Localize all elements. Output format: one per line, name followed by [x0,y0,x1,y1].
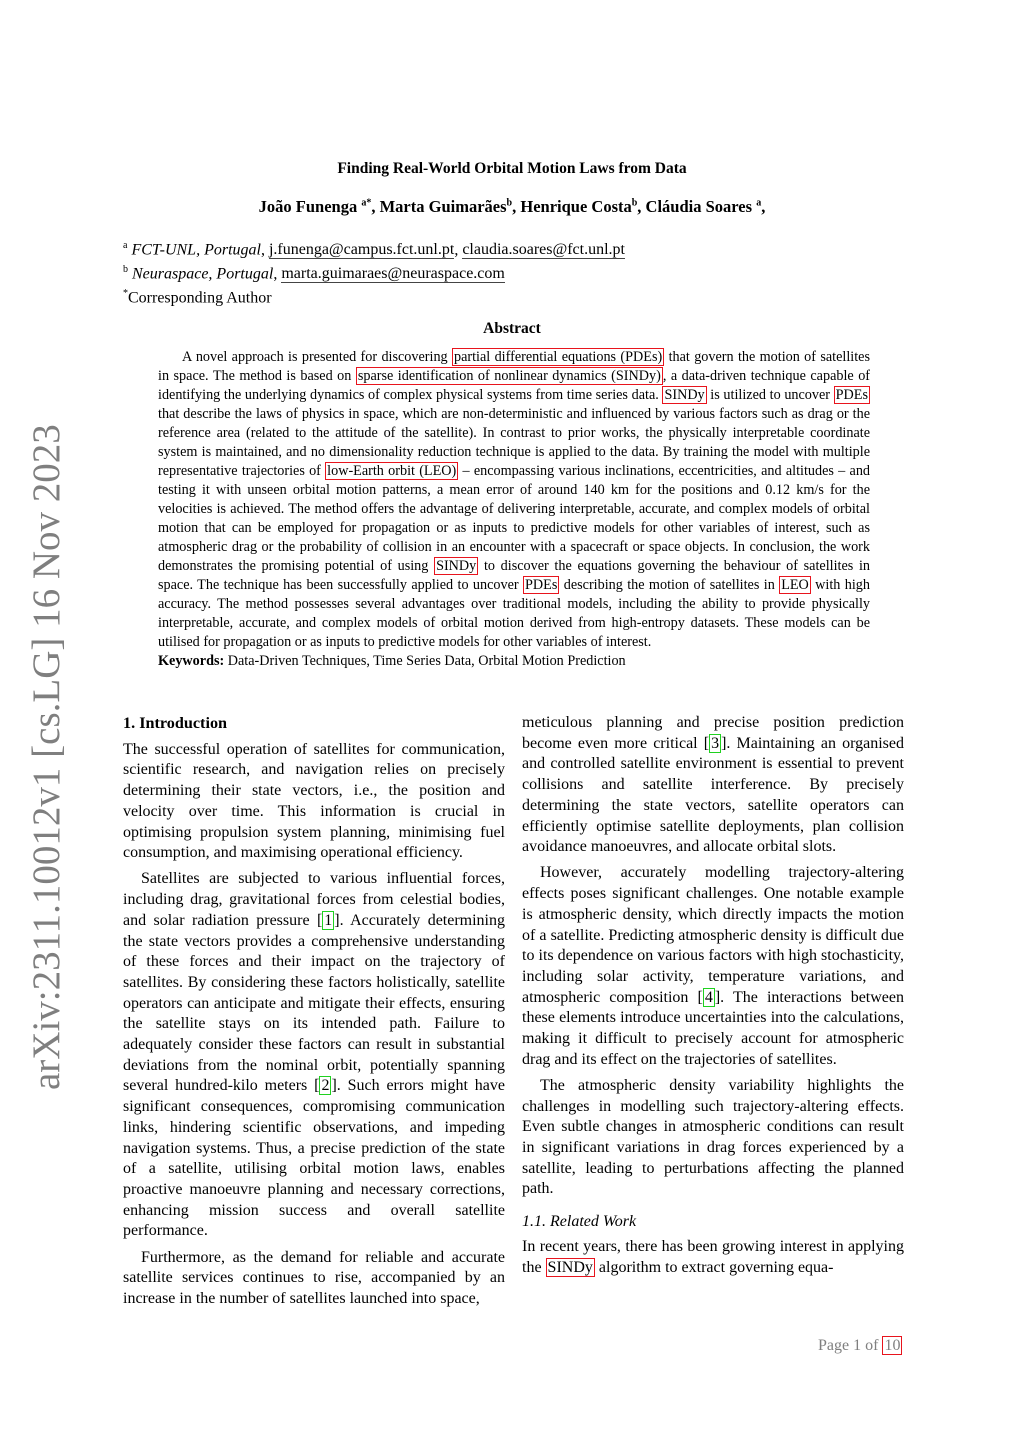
acronym-link[interactable]: SINDy [664,387,705,403]
author-name: Cláudia Soares [645,197,753,216]
subsection-heading: 1.1. Related Work [522,1213,637,1231]
affiliation-a: $^a$ FCT-UNL, Portugal, j.funenga@campus.fct.unl.pt, claudia.soares@fct.unl.pt [123,240,625,259]
acronym-link[interactable]: sparse identification of nonlinear dynamics (SINDy) [357,368,661,384]
abstract-heading: Abstract [483,320,541,337]
abstract-paragraph: A novel approach is presented for discovering partial differential equations (PDEs) that govern the motion of satellites in space. The method is based on sparse identification of nonlinear dynamics (SINDy) , a data-driven technique capable of identifying the underlying dynamics of complex physical systems from time series data. SINDy is utilized to uncover PDEs that describe the laws of physics in space, which are non-deterministic and influenced by various factors such as drag or the reference area (related to the attitude of the satellite). In contrast to prior works, the physically interpretable coordinate system is maintained, and no dimensionality reduction technique is applied to the data. By training the model with multiple representative trajectories of low-Earth orbit (LEO) – encompassing various inclinations, eccentricities, and altitudes – and testing it with unseen orbital motion patterns, a mean error of around 140 km for the positions and 0.12 km/s for the velocities is achieved. The method offers the advantage of delivering interpretable, accurate, and complex models of orbital motion that can be employed for propagation or as inputs to predictive models for other variables of interest, such as atmospheric drag or the probability of collision in an encounter with a spacecraft or space objects. In conclusion, the work demonstrates the promising potential of using SINDy to discover the equations governing the behaviour of satellites in space. The technique has been successfully applied to uncover PDEs describing the motion of satellites in LEO with high accuracy. The method possesses several advantages over traditional models, including the ability to provide physically interpretable, accurate, and complex models of orbital motion derived from high-entropy datasets. These models can be utilised for propagation or as inputs to predictive models for other variables of interest. [158,349,871,650]
affiliation-b: $^b$ Neuraspace, Portugal, marta.guimaraes@neuraspace.com [123,264,505,283]
email-link[interactable]: claudia.soares@fct.unl.pt [462,241,625,259]
page-total-link[interactable]: 10 [884,1337,901,1354]
arxiv-identifier: arXiv:2311.10012v1 [cs.LG] 16 Nov 2023 [25,424,68,1090]
acronym-link[interactable]: PDEs [525,577,558,593]
acronym-link[interactable]: SINDy [547,1258,593,1276]
paragraph: The atmospheric density variability highlights the challenges in modelling such trajectory-altering effects. Even subtle changes in atmospheric conditions can result in significant variations in drag forces experienced by a satellite, leading to perturbations affecting the planned path. [522,1076,904,1198]
paper-title: Finding Real-World Orbital Motion Laws from Data [337,160,687,177]
paragraph: The successful operation of satellites for communication, scientific research, and navigation relies on precisely determining their state vectors, i.e., the position and velocity over time. This information is crucial in optimising propulsion system planning, minimising fuel consumption, and maximising operational efficiency. [123,740,505,862]
author-list: João Funenga $^{a*}$, Marta Guimarães$^b$, Henrique Costa$^b$, Cláudia Soares $^a$, [258,197,766,216]
citation-link[interactable]: 4 [704,988,713,1006]
author-name: Marta Guimarães [379,197,507,216]
author-mark: b [506,197,513,209]
author-name: João Funenga [258,197,358,216]
paragraph: In recent years, there has been growing interest in applying the SINDy algorithm to extract governing equa- [522,1237,904,1276]
paragraph: Satellites are subjected to various influential forces, including drag, gravitational forces from celestial bodies, and solar radiation pressure [ 1 ]. Accurately determining the state vectors provides a comprehensive understanding of these forces and their impact on the trajectory of satellites. By considering these factors holistically, satellite operators can anticipate and mitigate their effects, ensuring the satellite stays on its intended path. Failure to adequately consider these factors can result in substantial deviations from the nominal orbit, potentially spanning several hundred-kilo meters [ 2 ]. Such errors might have significant consequences, compromising communication links, hindering scientific observations, and impeding navigation systems. Thus, a precise prediction of the state of a satellite, utilising orbital motion laws, enables proactive manoeuvre planning and necessary corrections, enhancing mission success and overall satellite performance. [123,870,505,1240]
acronym-link[interactable]: partial differential equations (PDEs) [454,349,663,365]
paragraph: However, accurately modelling trajectory-altering effects poses significant challenges. One notable example is atmospheric density, which directly impacts the motion of a satellite. Predicting atmospheric density is difficult due to its dependence on various factors with high stochasticity, including solar activity, temperature variations, and atmospheric composition [ 4 ]. The interactions between these elements introduce uncertainties into the calculations, making it difficult to precisely account for atmospheric drag and its effect on the trajectories of satellites. [522,864,905,1068]
acronym-link[interactable]: LEO [781,577,809,593]
email-link[interactable]: j.funenga@campus.fct.unl.pt [268,241,455,259]
keywords: Keywords: Data-Driven Techniques, Time Series Data, Orbital Motion Prediction [158,653,626,669]
paragraph: Furthermore, as the demand for reliable and accurate satellite services continues to rise, accompanied by an increase in the number of satellites launched into space, [123,1248,505,1307]
section-heading: 1. Introduction [123,714,228,732]
author-mark: b [631,197,638,209]
institution: FCT-UNL, Portugal [131,241,261,259]
paragraph: meticulous planning and precise position prediction become even more critical [ 3 ]. Maintaining an organised and controlled satellite environment is essential to prevent collisions and satellite interference. By precisely determining the state vectors, satellite operators can efficiently optimise satellite deployments, plan collision avoidance manoeuvres, and allocate orbital slots. [522,714,904,856]
email-link[interactable]: marta.guimaraes@neuraspace.com [281,265,505,283]
page-footer: Page 1 of 10 [818,1337,901,1354]
citation-link[interactable]: 2 [321,1077,330,1095]
acronym-link[interactable]: low-Earth orbit (LEO) [327,463,457,479]
citation-link[interactable]: 1 [324,911,333,929]
author-mark: a [756,197,762,209]
acronym-link[interactable]: SINDy [436,558,477,574]
citation-link[interactable]: 3 [711,734,720,752]
left-column [123,713,505,1315]
institution: Neuraspace, Portugal [132,265,274,283]
abstract-body [158,348,870,671]
right-column [522,713,904,1284]
author-mark: a* [361,197,372,209]
corresponding-author-note: *Corresponding Author [123,288,272,307]
acronym-link[interactable]: PDEs [835,387,868,403]
author-name: Henrique Costa [520,197,632,216]
